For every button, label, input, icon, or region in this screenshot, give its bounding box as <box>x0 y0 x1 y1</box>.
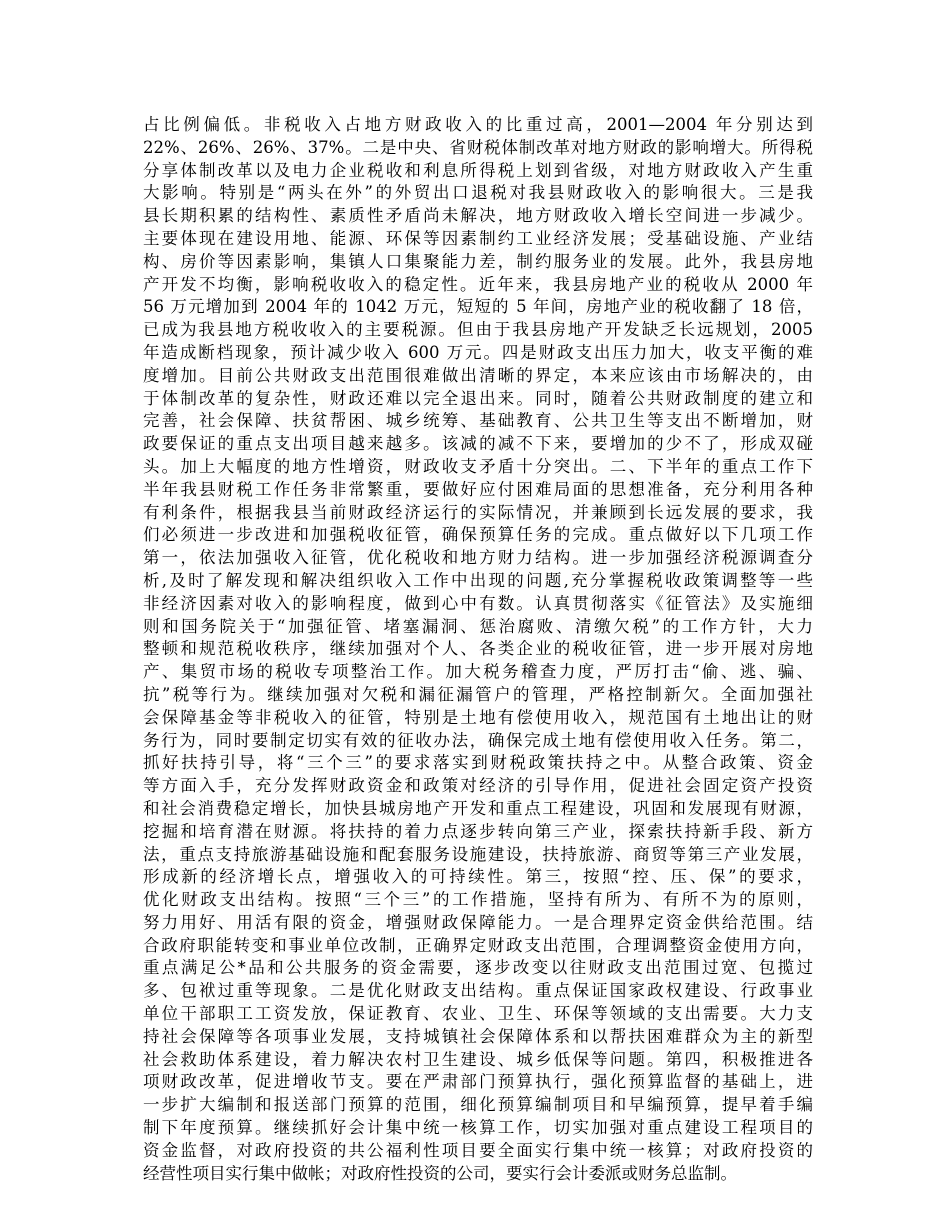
text-line: 务行为，同时要制定切实有效的征收办法，确保完成土地有偿使用收入任务。第二， <box>143 730 813 750</box>
text-line: 项财政改革，促进增收节支。要在严肃部门预算执行，强化预算监督的基础上，进 <box>143 1072 813 1092</box>
text-line: 年造成断档现象，预计减少收入 600 万元。四是财政支出压力加大，收支平衡的难 <box>143 342 813 362</box>
text-line: 分享体制改革以及电力企业税收和利息所得税上划到省级，对地方财政收入产生重 <box>143 160 813 180</box>
text-line: 已成为我县地方税收收入的主要税源。但由于我县房地产开发缺乏长远规划，2005 <box>143 320 813 340</box>
text-line: 合政府职能转变和事业单位改制，正确界定财政支出范围，合理调整资金使用方向， <box>143 935 813 955</box>
text-line: 主要体现在建设用地、能源、环保等因素制约工业经济发展；受基础设施、产业结 <box>143 228 813 248</box>
text-line: 形成新的经济增长点，增强收入的可持续性。第三，按照“控、压、保”的要求， <box>143 867 813 887</box>
text-line: 大影响。特别是“两头在外”的外贸出口退税对我县财政收入的影响很大。三是我 <box>143 183 813 203</box>
text-line: 度增加。目前公共财政支出范围很难做出清晰的界定，本来应该由市场解决的，由 <box>143 365 813 385</box>
text-line: 等方面入手，充分发挥财政资金和政策对经济的引导作用，促进社会固定资产投资 <box>143 776 813 796</box>
text-line: 56 万元增加到 2004 年的 1042 万元，短短的 5 年间，房地产业的税收翻了 18 倍， <box>143 297 813 317</box>
text-line: 单位干部职工工资发放，保证教育、农业、卫生、环保等领域的支出需要。大力支 <box>143 1004 813 1024</box>
text-line: 优化财政支出结构。按照“三个三”的工作措施，坚持有所为、有所不为的原则， <box>143 890 813 910</box>
text-line: 抗”税等行为。继续加强对欠税和漏征漏管户的管理，严格控制新欠。全面加强社 <box>143 684 813 704</box>
text-line: 有利条件，根据我县当前财政经济运行的实际情况，并兼顾到长远发展的要求，我 <box>143 502 813 522</box>
text-line: 则和国务院关于“加强征管、堵塞漏洞、惩治腐败、清缴欠税”的工作方针，大力 <box>143 616 813 636</box>
text-line: 第一，依法加强收入征管，优化税收和地方财力结构。进一步加强经济税源调查分 <box>143 548 813 568</box>
text-line: 半年我县财税工作任务非常繁重，要做好应付困难局面的思想准备，充分利用各种 <box>143 479 813 499</box>
text-line: 和社会消费稳定增长，加快县城房地产开发和重点工程建设，巩固和发展现有财源， <box>143 798 813 818</box>
text-line: 挖掘和培育潜在财源。将扶持的着力点逐步转向第三产业，探索扶持新手段、新方 <box>143 821 813 841</box>
text-line: 政要保证的重点支出项目越来越多。该减的减不下来，要增加的少不了，形成双碰 <box>143 434 813 454</box>
text-line: 多、包袱过重等现象。二是优化财政支出结构。重点保证国家政权建设、行政事业 <box>143 981 813 1001</box>
text-line: 完善，社会保障、扶贫帮困、城乡统筹、基础教育、公共卫生等支出不断增加，财 <box>143 411 813 431</box>
text-line: 22%、26%、26%、37%。二是中央、省财税体制改革对地方财政的影响增大。所得税 <box>143 137 813 157</box>
text-line: 非经济因素对收入的影响程度，做到心中有数。认真贯彻落实《征管法》及实施细 <box>143 593 813 613</box>
text-line: 法，重点支持旅游基础设施和配套服务设施建设，扶持旅游、商贸等第三产业发展， <box>143 844 813 864</box>
text-line: 一步扩大编制和报送部门预算的范围，细化预算编制项目和早编预算，提早着手编 <box>143 1095 813 1115</box>
text-line: 们必须进一步改进和加强税收征管，确保预算任务的完成。重点做好以下几项工作 <box>143 525 813 545</box>
text-line: 头。加上大幅度的地方性增资，财政收支矛盾十分突出。二、下半年的重点工作下 <box>143 456 813 476</box>
text-line: 产、集贸市场的税收专项整治工作。加大税务稽查力度，严厉打击“偷、逃、骗、 <box>143 662 813 682</box>
body-paragraph <box>143 114 813 1185</box>
text-line: 占比例偏低。非税收入占地方财政收入的比重过高，2001—2004 年分别达到 <box>143 115 813 134</box>
text-line: 努力用好、用活有限的资金，增强财政保障能力。一是合理界定资金供给范围。结 <box>143 912 813 932</box>
text-line: 持社会保障等各项事业发展，支持城镇社会保障体系和以帮扶困难群众为主的新型 <box>143 1026 813 1046</box>
text-line: 经营性项目实行集中做帐；对政府性投资的公司，要实行会计委派或财务总监制。 <box>143 1163 737 1183</box>
text-line: 县长期积累的结构性、素质性矛盾尚未解决，地方财政收入增长空间进一步减少。 <box>143 206 813 226</box>
text-line: 构、房价等因素影响，集镇人口集聚能力差，制约服务业的发展。此外，我县房地 <box>143 251 813 271</box>
text-line: 资金监督，对政府投资的共公福利性项目要全面实行集中统一核算；对政府投资的 <box>143 1140 813 1160</box>
text-line: 制下年度预算。继续抓好会计集中统一核算工作，切实加强对重点建设工程项目的 <box>143 1118 813 1138</box>
text-line: 会保障基金等非税收入的征管，特别是土地有偿使用收入，规范国有土地出让的财 <box>143 707 813 727</box>
text-line: 产开发不均衡，影响税收收入的稳定性。近年来，我县房地产业的税收从 2000 年 <box>143 274 813 294</box>
text-line: 于体制改革的复杂性，财政还难以完全退出来。同时，随着公共财政制度的建立和 <box>143 388 813 408</box>
text-line: 社会救助体系建设，着力解决农村卫生建设、城乡低保等问题。第四，积极推进各 <box>143 1049 813 1069</box>
text-line: 析,及时了解发现和解决组织收入工作中出现的问题,充分掌握税收政策调整等一些 <box>143 570 813 590</box>
text-line: 抓好扶持引导，将“三个三”的要求落实到财税政策扶持之中。从整合政策、资金 <box>143 753 813 773</box>
text-line: 整顿和规范税收秩序，继续加强对个人、各类企业的税收征管，进一步开展对房地 <box>143 639 813 659</box>
text-line: 重点满足公*品和公共服务的资金需要，逐步改变以往财政支出范围过宽、包揽过 <box>143 958 813 978</box>
